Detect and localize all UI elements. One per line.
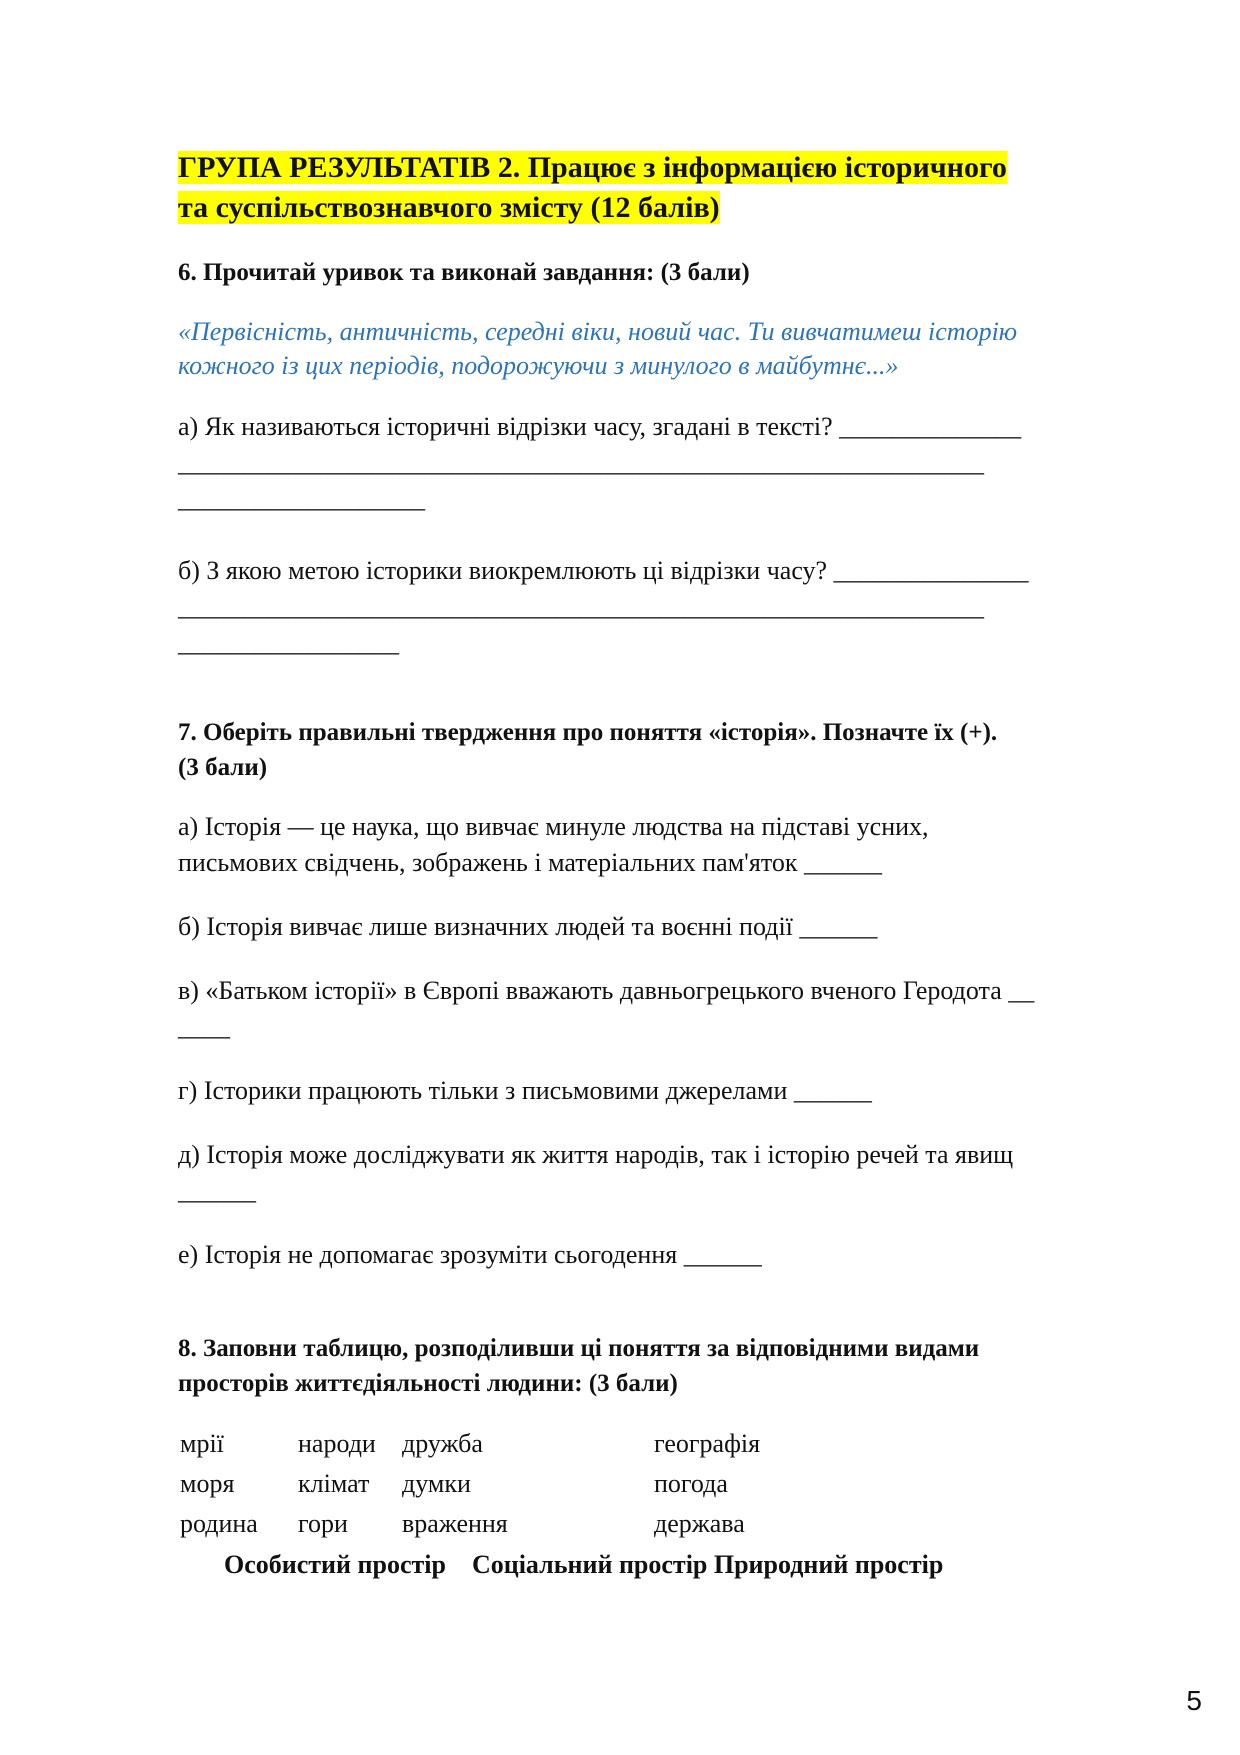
answer-line-b-3[interactable]: _________________ [178, 628, 399, 657]
statement-d[interactable]: г) Історики працюють тільки з письмовими джерелами ______ [178, 1076, 872, 1105]
concepts-row [180, 1429, 854, 1469]
concept-word: народи [298, 1429, 376, 1458]
task-6-question-b [178, 553, 1158, 661]
concept-word: погода [654, 1469, 728, 1498]
task-8-title-line2: просторів життєдіяльності людини: (3 бали) [178, 1370, 678, 1397]
task-7-title-line2: (3 бали) [178, 754, 268, 781]
task-7 [178, 715, 1158, 1273]
group-heading-line2: та суспільствознавчого змісту (12 балів) [178, 191, 720, 224]
answer-line-b-2[interactable]: ______________________________________________________________ [178, 592, 984, 621]
task-6-title: 6. Прочитай уривок та виконай завдання: (3 бали) [178, 259, 750, 286]
concept-word: думки [402, 1469, 471, 1498]
page-content [178, 148, 1158, 1583]
task-7-title-line1: 7. Оберіть правильні твердження про поняття «історія». Позначте їх (+). [178, 719, 998, 746]
concept-word: дружба [402, 1429, 483, 1458]
concept-word: родина [180, 1509, 258, 1538]
group-heading-line1: ГРУПА РЕЗУЛЬТАТІВ 2. Працює з інформацією історичного [178, 151, 1007, 184]
task-8-title-line1: 8. Заповни таблицю, розподіливши ці поняття за відповідними видами [178, 1335, 980, 1362]
concept-word: географія [654, 1429, 761, 1458]
concept-word: моря [180, 1469, 235, 1498]
statement-b[interactable]: б) Історія вивчає лише визначних людей та воєнні події ______ [178, 912, 878, 941]
natural-space-label: Природний простір [713, 1550, 944, 1579]
concept-word: мрії [180, 1429, 224, 1458]
page-number: 5 [1186, 1685, 1202, 1716]
statement-c[interactable]: в) «Батьком історії» в Європі вважають давньогрецького вченого Геродота __ ____ [178, 976, 1035, 1041]
concept-word: враження [402, 1509, 508, 1538]
social-space-label: Соціальний простір [471, 1550, 708, 1579]
answer-line-a-2[interactable]: ______________________________________________________________ [178, 448, 984, 477]
quote-line-2: кожного із цих періодів, подорожуючи з минулого в майбутнє...» [178, 351, 899, 380]
concept-word: гори [298, 1509, 348, 1538]
concepts-row [180, 1469, 854, 1509]
group-heading [178, 148, 1158, 228]
task-6-question-a [178, 409, 1158, 517]
question-b-text: б) З якою метою історики виокремлюють ці відрізки часу? _______________ [178, 556, 1029, 585]
concepts-table [180, 1429, 854, 1549]
concept-word: держава [654, 1509, 745, 1538]
statement-a[interactable]: а) Історія — це наука, що вивчає минуле людства на підставі усних, письмових свідчень, зображень і матеріальних пам'яток ______ [178, 812, 929, 877]
task-6 [178, 255, 1158, 661]
statement-f[interactable]: е) Історія не допомагає зрозуміти сьогодення ______ [178, 1240, 762, 1269]
space-types-header [178, 1547, 1158, 1583]
statement-e[interactable]: д) Історія може досліджувати як життя народів, так і історію речей та явищ ______ [178, 1140, 1014, 1205]
concepts-row [180, 1509, 854, 1549]
answer-line-a-3[interactable]: ___________________ [178, 484, 425, 513]
quote-line-1: «Первісність, античність, середні віки, новий час. Ти вивчатимеш історію [178, 317, 1018, 346]
task-8 [178, 1331, 1158, 1583]
personal-space-label: Особистий простір [224, 1550, 446, 1579]
concept-word: клімат [298, 1469, 370, 1498]
question-a-text: а) Як називаються історичні відрізки часу, згадані в тексті? ______________ [178, 412, 1022, 441]
task-6-quote [178, 315, 1158, 383]
